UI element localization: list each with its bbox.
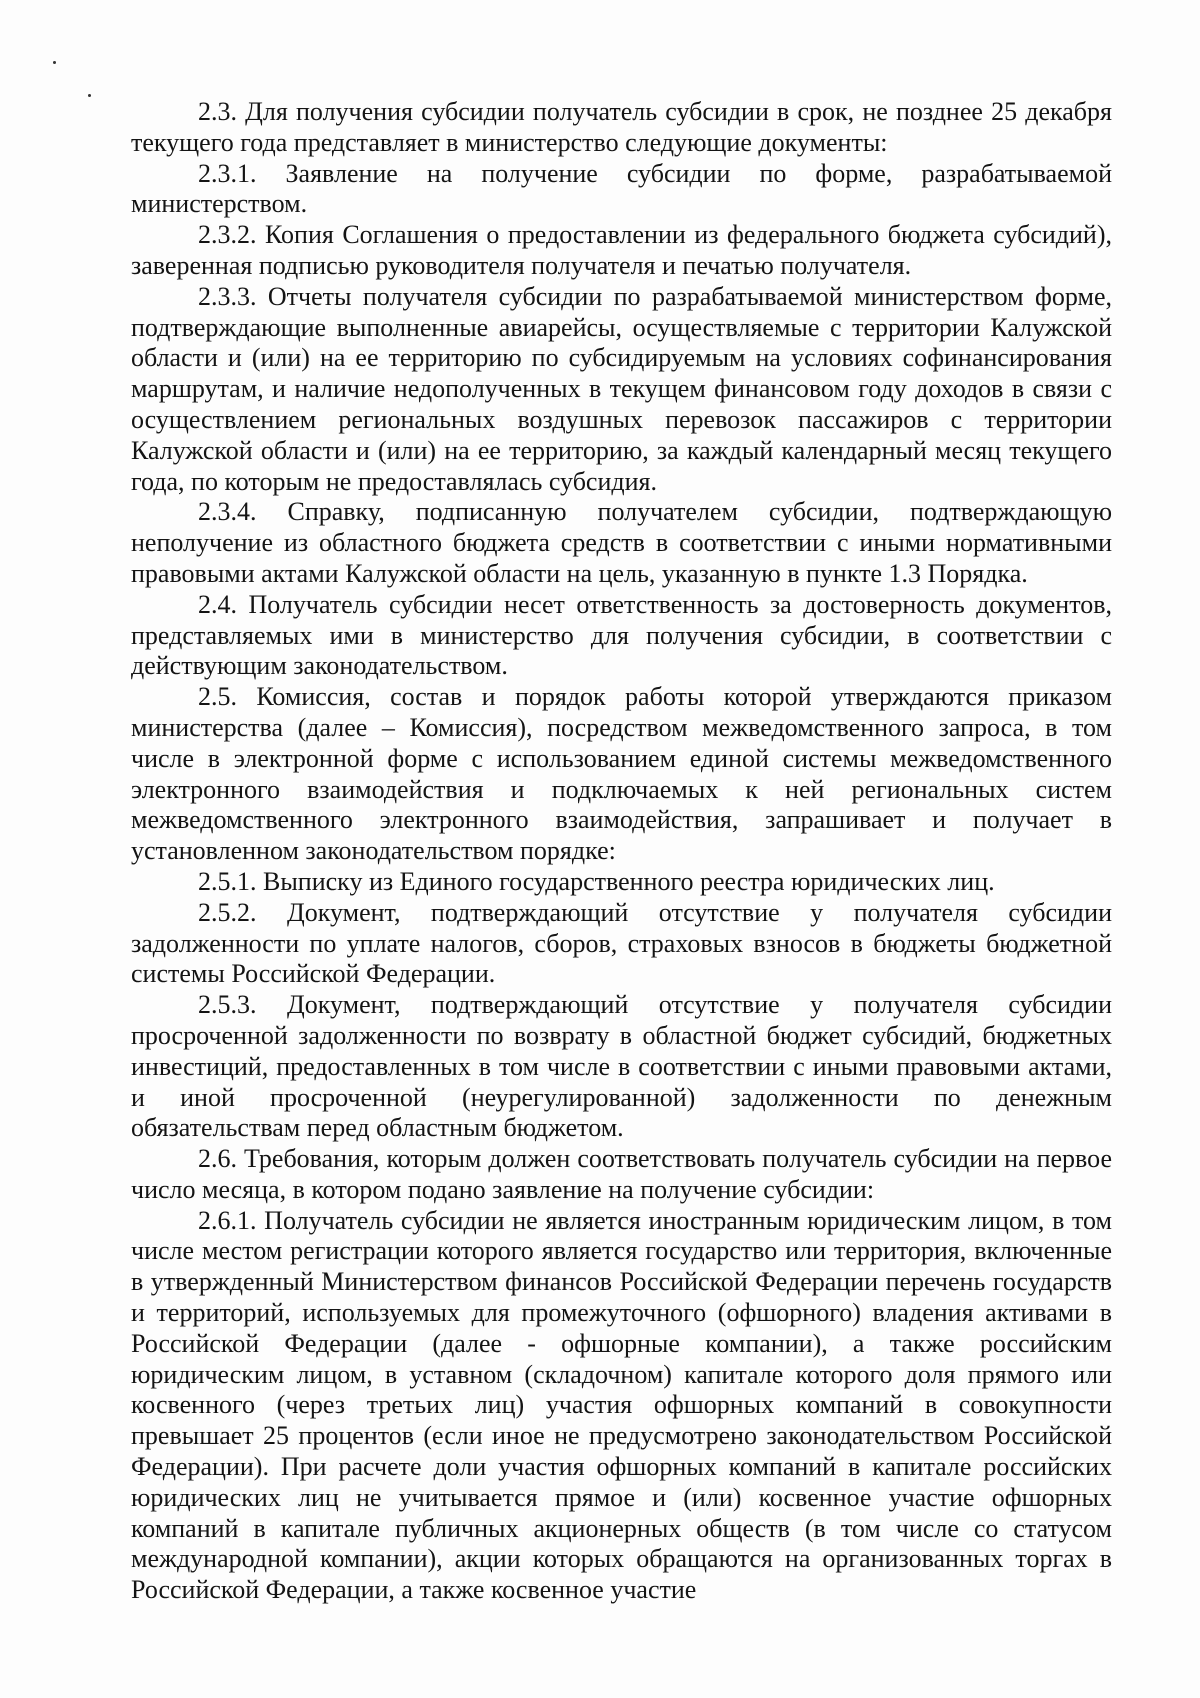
paragraph-2-6-1: 2.6.1. Получатель субсидии не является иностранным юридическим лицом, в том числе местом регистрации которого является государство или территория, включенные в утвержденный Министерством финансов Российской Федерации перечень государств и территорий, используемых для промежуточного (офшорного) владения активами в Российской Федерации (далее - офшорные компании), а также российским юридическим лицом, в уставном (складочном) капитале которого доля прямого или косвенного (через третьих лиц) участия офшорных компаний в совокупности превышает 25 процентов (если иное не предусмотрено законодательством Российской Федерации). При расчете доли участия офшорных компаний в капитале российских юридических лиц не учитывается прямое и (или) косвенное участие офшорных компаний в капитале публичных акционерных обществ (в том числе со статусом международной компании), акции которых обращаются на организованных торгах в Российской Федерации, а также косвенное участие: [131, 1205, 1112, 1605]
paragraph-2-5-2: 2.5.2. Документ, подтверждающий отсутствие у получателя субсидии задолженности по уплате налогов, сборов, страховых взносов в бюджеты бюджетной системы Российской Федерации.: [131, 897, 1112, 989]
paragraph-2-3-1: 2.3.1. Заявление на получение субсидии по форме, разрабатываемой министерством.: [131, 158, 1112, 219]
paragraph-2-5-3: 2.5.3. Документ, подтверждающий отсутствие у получателя субсидии просроченной задолженности по возврату в областной бюджет субсидий, бюджетных инвестиций, предоставленных в том числе в соответствии с иными правовыми актами, и иной просроченной (неурегулированной) задолженности по денежным обязательствам перед областным бюджетом.: [131, 990, 1112, 1143]
paragraph-2-5-1: 2.5.1. Выписку из Единого государственного реестра юридических лиц.: [198, 866, 995, 896]
scan-speck: [88, 94, 91, 97]
paragraph-2-4: 2.4. Получатель субсидии несет ответственность за достоверность документов, представляемых ими в министерство для получения субсидии, в соответствии с действующим законодательством.: [131, 589, 1112, 681]
document-body: [131, 97, 1112, 1606]
paragraph-2-3: 2.3. Для получения субсидии получатель субсидии в срок, не позднее 25 декабря текущего года представляет в министерство следующие документы:: [131, 97, 1112, 157]
scan-speck: [53, 61, 56, 64]
paragraph-2-3-3: 2.3.3. Отчеты получателя субсидии по разрабатываемой министерством форме, подтверждающие выполненные авиарейсы, осуществляемые с территории Калужской области и (или) на ее территорию по субсидируемым на условиях софинансирования маршрутам, и наличие недополученных в текущем финансовом году доходов в связи с осуществлением региональных воздушных перевозок пассажиров с территории Калужской области и (или) на ее территорию, за каждый календарный месяц текущего года, по которым не предоставлялась субсидия.: [131, 281, 1112, 496]
paragraph-2-6: 2.6. Требования, которым должен соответствовать получатель субсидии на первое число месяца, в котором подано заявление на получение субсидии:: [131, 1144, 1112, 1204]
paragraph-2-3-2: 2.3.2. Копия Соглашения о предоставлении из федерального бюджета субсидий), заверенная подписью руководителя получателя и печатью получателя.: [131, 220, 1112, 280]
paragraph-2-3-4: 2.3.4. Справку, подписанную получателем субсидии, подтверждающую неполучение из областного бюджета средств в соответствии с иными нормативными правовыми актами Калужской области на цель, указанную в пункте 1.3 Порядка.: [131, 497, 1112, 588]
paragraph-2-5: 2.5. Комиссия, состав и порядок работы которой утверждаются приказом министерства (далее – Комиссия), посредством межведомственного запроса, в том числе в электронной форме с использованием единой системы межведомственного электронного взаимодействия и подключаемых к ней региональных систем межведомственного электронного взаимодействия, запрашивает и получает в установленном законодательством порядке:: [131, 682, 1112, 866]
